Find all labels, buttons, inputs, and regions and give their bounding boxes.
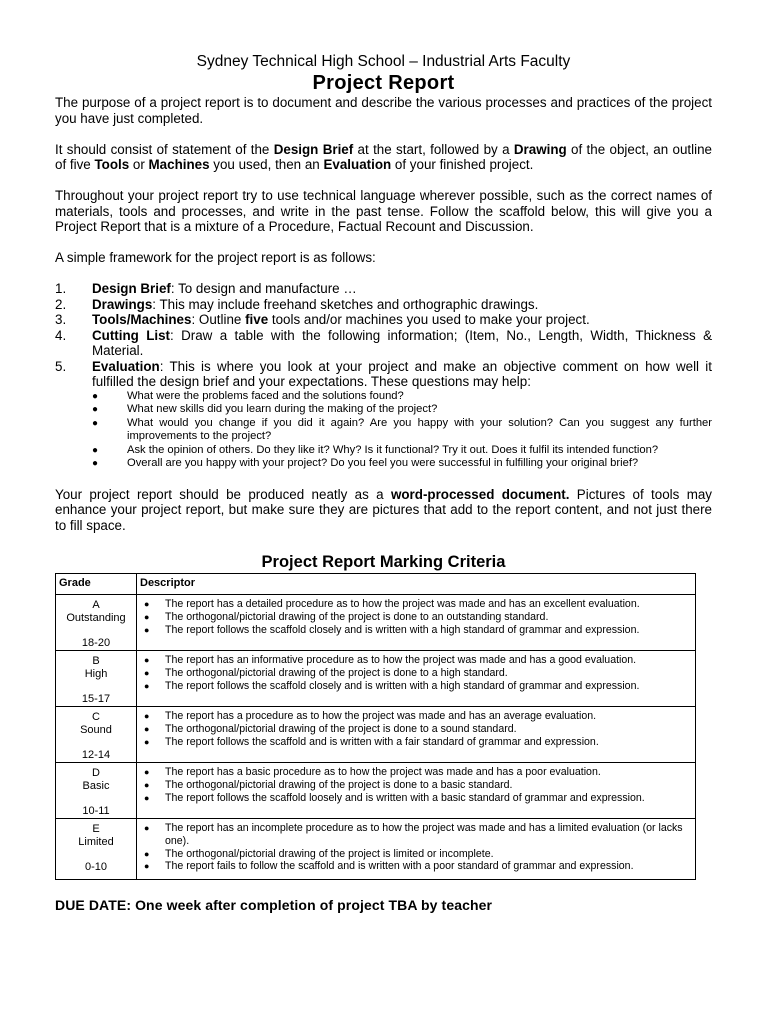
bullet-icon: ● bbox=[144, 611, 150, 622]
question-item bbox=[55, 444, 712, 458]
descriptor-list bbox=[141, 598, 691, 636]
descriptor-item bbox=[141, 766, 691, 779]
grade-column-header: Grade bbox=[56, 574, 137, 595]
intro-paragraph-2-bold-segment: Drawing bbox=[513, 141, 567, 157]
bullet-icon: ● bbox=[144, 599, 150, 610]
bullet-icon: ● bbox=[144, 655, 150, 666]
grade-range: 10-11 bbox=[82, 805, 110, 818]
descriptor-text: The report has a basic procedure as to how the project was made and has a poor evaluation. bbox=[165, 766, 601, 779]
descriptor-item bbox=[141, 792, 691, 805]
grade-range: 18-20 bbox=[81, 637, 111, 650]
framework-item-text-segment: : This is where you look at your project and make an objective comment on how well it fulfilled the design brief and your expectations. These questions may help: bbox=[92, 358, 712, 389]
question-item bbox=[55, 417, 712, 444]
framework-item-bold-segment: Tools/Machines bbox=[92, 312, 192, 327]
descriptor-item bbox=[141, 667, 691, 680]
grade-cell bbox=[56, 651, 137, 707]
descriptor-item bbox=[141, 779, 691, 792]
descriptor-cell bbox=[137, 651, 696, 707]
descriptor-column-header: Descriptor bbox=[137, 574, 696, 595]
framework-item bbox=[55, 281, 712, 297]
descriptor-text: The orthogonal/pictorial drawing of the project is done to an outstanding standard. bbox=[165, 610, 549, 623]
bullet-icon: ● bbox=[144, 680, 150, 691]
bullet-icon: ● bbox=[92, 404, 99, 416]
descriptor-list bbox=[141, 710, 691, 748]
framework-list bbox=[55, 281, 712, 390]
question-text: Overall are you happy with your project? Do you feel you were successful in fulfilling your original brief? bbox=[127, 457, 639, 470]
bullet-icon: ● bbox=[144, 624, 150, 635]
descriptor-text: The report follows the scaffold and is written with a fair standard of grammar and expression. bbox=[165, 735, 599, 748]
due-date: DUE DATE: One week after completion of project TBA by teacher bbox=[55, 897, 493, 914]
bullet-icon: ● bbox=[92, 417, 99, 429]
descriptor-list bbox=[141, 766, 691, 804]
descriptor-item bbox=[141, 624, 691, 637]
descriptor-item bbox=[141, 710, 691, 723]
framework-item-number: 5. bbox=[55, 358, 67, 374]
evaluation-question-list bbox=[55, 390, 712, 472]
framework-item bbox=[55, 359, 712, 390]
grade-cell bbox=[56, 763, 137, 819]
framework-item-bold-segment: five bbox=[245, 312, 269, 327]
table-row bbox=[56, 595, 696, 651]
table-row bbox=[56, 707, 696, 763]
grade-letter: B bbox=[92, 655, 100, 668]
bullet-icon: ● bbox=[144, 711, 150, 722]
grade-label: Limited bbox=[78, 836, 114, 849]
intro-paragraph-2-bold-segment: Evaluation bbox=[323, 157, 392, 172]
bullet-icon: ● bbox=[144, 792, 150, 803]
grade-letter: E bbox=[92, 823, 100, 836]
closing-paragraph-text-segment: Pictures of tools may enhance your project report, but make sure they are pictures that add to the report content, and not just there to fill space. bbox=[55, 486, 712, 533]
question-text: What would you change if you did it again? Are you happy with your solution? Can you suggest any further improvements to the project? bbox=[127, 416, 712, 443]
grade-label: Outstanding bbox=[66, 612, 126, 625]
grade-cell bbox=[56, 707, 137, 763]
descriptor-item bbox=[141, 848, 691, 861]
table-row bbox=[56, 763, 696, 819]
bullet-icon: ● bbox=[144, 861, 150, 872]
descriptor-text: The report has an incomplete procedure as to how the project was made and has a limited evaluation (or lacks one). bbox=[165, 822, 683, 847]
descriptor-cell bbox=[137, 819, 696, 880]
bullet-icon: ● bbox=[92, 458, 99, 470]
school-heading: Sydney Technical High School – Industrial Arts Faculty bbox=[196, 53, 571, 70]
descriptor-cell bbox=[137, 763, 696, 819]
bullet-icon: ● bbox=[92, 390, 99, 402]
grade-range: 12-14 bbox=[81, 749, 111, 762]
descriptor-item bbox=[141, 736, 691, 749]
criteria-title: Project Report Marking Criteria bbox=[261, 553, 506, 572]
question-item bbox=[55, 390, 712, 404]
descriptor-text: The report has a detailed procedure as to how the project was made and has an excellent evaluation. bbox=[165, 598, 640, 611]
intro-paragraph-1: The purpose of a project report is to document and describe the various processes and practices of the project you have just completed. bbox=[55, 95, 712, 126]
intro-paragraph-2 bbox=[55, 142, 712, 173]
descriptor-item bbox=[141, 822, 691, 848]
descriptor-text: The orthogonal/pictorial drawing of the project is done to a high standard. bbox=[165, 666, 508, 679]
descriptor-text: The report has a procedure as to how the project was made and has an average evaluation. bbox=[165, 710, 597, 723]
closing-paragraph-text-segment: Your project report should be produced neatly as a bbox=[55, 486, 391, 502]
framework-item-number: 4. bbox=[55, 327, 67, 343]
intro-paragraph-3: Throughout your project report try to use technical language wherever possible, such as the correct names of materials, tools and processes, and write in the past tense. Follow the scaffold below, this will give you a Project Report that is a mixture of a Procedure, Factual Recount and Discussion. bbox=[55, 188, 712, 234]
grade-letter: C bbox=[92, 711, 100, 724]
grade-label: Sound bbox=[80, 724, 112, 737]
descriptor-item bbox=[141, 611, 691, 624]
descriptor-item bbox=[141, 654, 691, 667]
framework-item-bold-segment: Evaluation bbox=[92, 358, 160, 374]
framework-item-number: 2. bbox=[55, 296, 67, 312]
intro-paragraph-2-text-segment: of the object, an outline of five bbox=[55, 141, 712, 172]
closing-paragraph-bold-segment: word-processed document. bbox=[390, 486, 570, 502]
framework-item-text-segment: : This may include freehand sketches and orthographic drawings. bbox=[152, 296, 539, 312]
bullet-icon: ● bbox=[144, 767, 150, 778]
question-text: What new skills did you learn during the making of the project? bbox=[127, 403, 438, 416]
closing-paragraph bbox=[55, 487, 712, 534]
descriptor-cell bbox=[137, 595, 696, 651]
grade-cell bbox=[56, 819, 137, 880]
bullet-icon: ● bbox=[92, 444, 99, 456]
criteria-table-body bbox=[56, 595, 696, 880]
question-text: Ask the opinion of others. Do they like it? Why? Is it functional? Try it out. Does it fulfil its intended function? bbox=[127, 443, 659, 456]
framework-item bbox=[55, 297, 712, 313]
intro-paragraph-2-bold-segment: Design Brief bbox=[273, 141, 354, 157]
document-page bbox=[55, 52, 712, 913]
descriptor-list bbox=[141, 654, 691, 692]
framework-item-text-segment: : To design and manufacture … bbox=[170, 281, 357, 296]
table-row bbox=[56, 651, 696, 707]
grade-range: 0-10 bbox=[84, 861, 108, 874]
descriptor-item bbox=[141, 680, 691, 693]
descriptor-text: The report follows the scaffold closely and is written with a high standard of grammar and expression. bbox=[165, 679, 640, 692]
intro-paragraph-2-text-segment: of your finished project. bbox=[391, 157, 534, 172]
intro-paragraph-2-text-segment: or bbox=[129, 157, 149, 172]
intro-paragraph-2-text-segment: It should consist of statement of the bbox=[55, 141, 274, 157]
framework-item-bold-segment: Design Brief bbox=[92, 281, 171, 296]
bullet-icon: ● bbox=[144, 779, 150, 790]
marking-criteria-table bbox=[55, 573, 696, 880]
descriptor-item bbox=[141, 860, 691, 873]
descriptor-item bbox=[141, 598, 691, 611]
grade-letter: A bbox=[92, 599, 100, 612]
descriptor-text: The orthogonal/pictorial drawing of the project is done to a basic standard. bbox=[165, 778, 513, 791]
framework-item-text-segment: tools and/or machines you used to make your project. bbox=[268, 312, 590, 327]
intro-paragraph-2-bold-segment: Machines bbox=[148, 157, 210, 172]
framework-item bbox=[55, 328, 712, 359]
grade-label: High bbox=[84, 668, 108, 681]
framework-item-bold-segment: Drawings bbox=[92, 296, 153, 312]
descriptor-text: The orthogonal/pictorial drawing of the project is done to a sound standard. bbox=[165, 722, 517, 735]
question-text: What were the problems faced and the solutions found? bbox=[127, 389, 404, 402]
descriptor-list bbox=[141, 822, 691, 873]
descriptor-text: The report has an informative procedure as to how the project was made and has a good evaluation. bbox=[165, 654, 637, 667]
framework-item-text-segment: : Outline bbox=[191, 312, 246, 327]
framework-item-number: 3. bbox=[55, 312, 67, 327]
bullet-icon: ● bbox=[144, 723, 150, 734]
descriptor-text: The report follows the scaffold loosely and is written with a basic standard of grammar and expression. bbox=[165, 791, 645, 804]
bullet-icon: ● bbox=[144, 667, 150, 678]
question-item bbox=[55, 403, 712, 417]
framework-item-number: 1. bbox=[55, 281, 67, 296]
intro-paragraph-2-text-segment: you used, then an bbox=[209, 157, 324, 172]
intro-paragraph-4: A simple framework for the project report is as follows: bbox=[55, 250, 376, 265]
grade-range: 15-17 bbox=[81, 693, 111, 706]
table-header-row bbox=[56, 574, 696, 595]
descriptor-text: The orthogonal/pictorial drawing of the project is limited or incomplete. bbox=[165, 847, 494, 860]
framework-item bbox=[55, 312, 712, 328]
bullet-icon: ● bbox=[144, 736, 150, 747]
page-title: Project Report bbox=[312, 72, 455, 94]
framework-item-bold-segment: Cutting List bbox=[92, 327, 171, 343]
intro-paragraph-2-text-segment: at the start, followed by a bbox=[353, 141, 514, 157]
intro-paragraph-2-bold-segment: Tools bbox=[94, 157, 130, 172]
table-row bbox=[56, 819, 696, 880]
descriptor-text: The report fails to follow the scaffold and is written with a poor standard of grammar and expression. bbox=[165, 860, 634, 873]
descriptor-item bbox=[141, 723, 691, 736]
bullet-icon: ● bbox=[144, 848, 150, 859]
descriptor-text: The report follows the scaffold closely and is written with a high standard of grammar and expression. bbox=[165, 623, 640, 636]
grade-letter: D bbox=[92, 767, 100, 780]
bullet-icon: ● bbox=[144, 823, 150, 834]
question-item bbox=[55, 457, 712, 471]
grade-cell bbox=[56, 595, 137, 651]
grade-label: Basic bbox=[82, 780, 110, 793]
descriptor-cell bbox=[137, 707, 696, 763]
framework-item-text-segment: : Draw a table with the following information; (Item, No., Length, Width, Thickness & Material. bbox=[92, 327, 712, 358]
